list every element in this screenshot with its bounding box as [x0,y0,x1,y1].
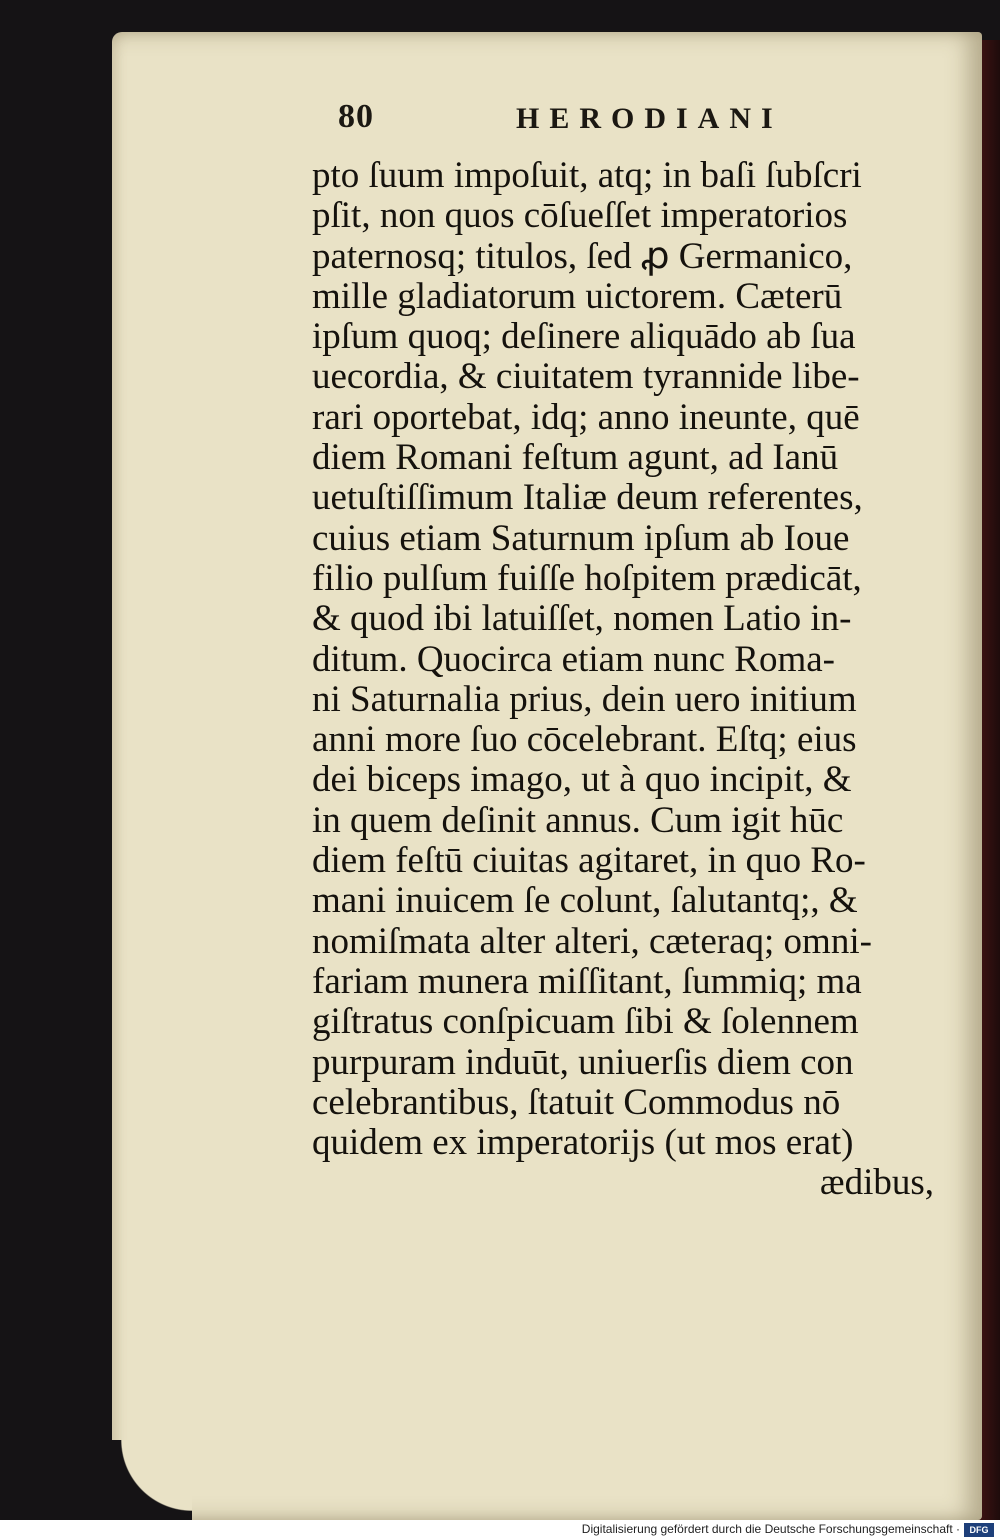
dfg-logo: DFG [964,1523,994,1537]
text-line: ditum. Quocirca etiam nunc Roma- [312,638,835,680]
running-head [338,98,938,150]
page-corner [112,1440,192,1520]
text-line: rari oportebat, idq; anno ineunte, quē [312,396,860,438]
text-line: filio pulſum fuiſſe hoſpitem prædicāt, [312,557,862,599]
text-line: cuius etiam Saturnum ipſum ab Ioue [312,517,850,559]
running-title: HERODIANI [516,102,783,135]
text-line: pto ſuum impoſuit, atq; in baſi ſubſcri [312,155,862,196]
text-line: pſit, non quos cōſueſſet imperatorios [312,195,848,237]
text-line: mille gladiatorum uictorem. Cæterū [312,275,843,317]
text-line: giſtratus conſpicuam ſibi & ſolennem [312,1001,859,1043]
footer-bar [0,1520,1000,1540]
text-line: ipſum quoq; deſinere aliquādo ab ſua [312,316,856,358]
page-number: 80 [338,98,374,135]
text-line: purpuram induūt, uniuerſis diem con [312,1041,854,1083]
text-line: in quem deſinit annus. Cum igit hūc [312,799,844,841]
text-line: dei biceps imago, ut à quo incipit, & [312,759,852,801]
text-line: diem Romani feſtum agunt, ad Ianū [312,437,839,479]
funding-notice: Digitalisierung gefördert durch die Deutsche Forschungsgemeinschaft · [581,1522,960,1536]
text-line: & quod ibi latuiſſet, nomen Latio in- [312,598,852,640]
text-line: paternosq; titulos, ſed ꝓ Germanico, [312,235,853,277]
text-line: fariam munera miſſitant, ſummiq; ma [312,960,862,1002]
text-line: anni more ſuo cōcelebrant. Eſtq; eius [312,719,857,761]
text-line: quidem ex imperatorijs (ut mos erat) [312,1122,854,1164]
text-line: celebrantibus, ſtatuit Commodus nō [312,1081,841,1123]
text-line: uetuſtiſſimum Italiæ deum referentes, [312,477,863,519]
catchword: ædibus, [819,1162,934,1204]
text-line: ni Saturnalia prius, dein uero initium [312,678,857,720]
text-block [312,156,934,1204]
text-line: uecordia, & ciuitatem tyrannide libe- [312,356,860,398]
text-line: nomiſmata alter alteri, cæteraq; omni- [312,920,872,962]
text-line: mani inuicem ſe colunt, ſalutantq;, & [312,880,858,922]
text-line: diem feſtū ciuitas agitaret, in quo Ro- [312,840,866,882]
